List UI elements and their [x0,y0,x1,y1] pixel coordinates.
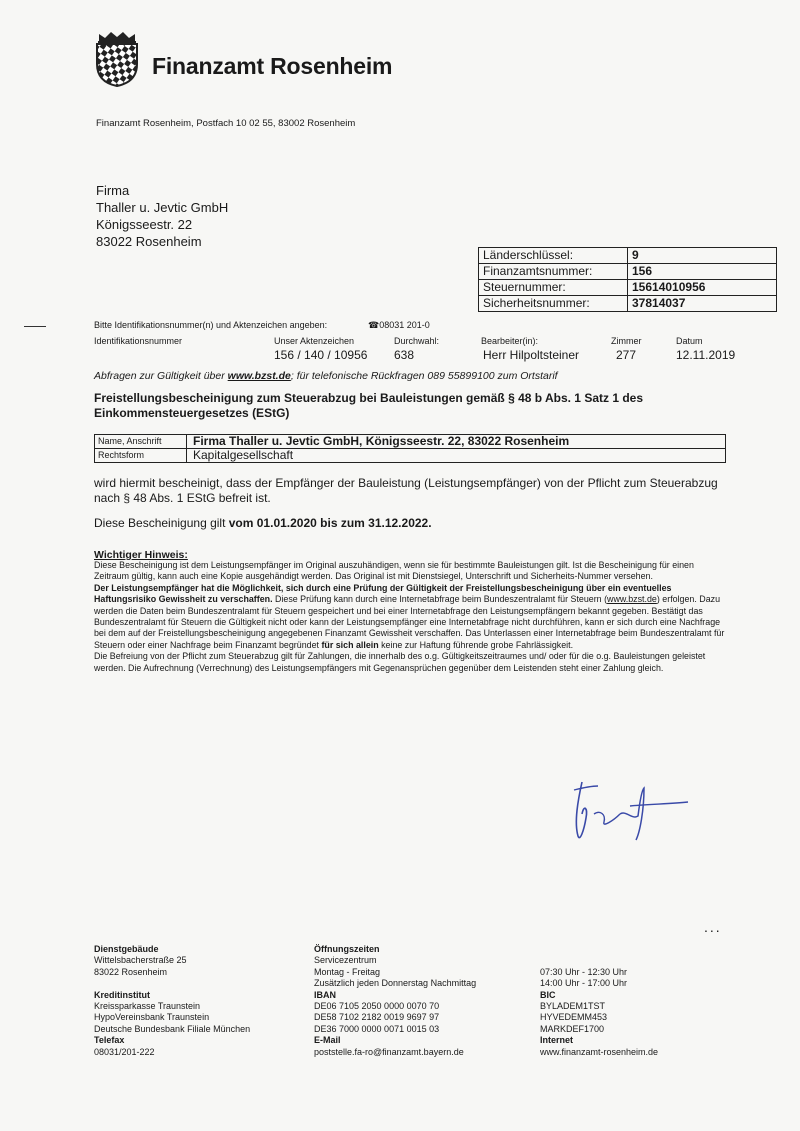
validity-period [94,516,432,530]
bavarian-crest-icon [93,30,141,88]
footer-hours-3: Zusätzlich jeden Donnerstag Nachmittag [314,978,477,989]
file-number: 156 / 140 / 10956 [274,348,368,362]
document-title: Freistellungsbescheinigung zum Steuerabzug bei Bauleistungen gemäß § 48 b Abs. 1 Satz 1 des Einkommensteuergesetzes (EStG) [94,391,644,420]
room-number: 277 [616,348,637,362]
fold-mark [24,326,46,327]
footer-bank-2: HypoVereinsbank Traunstein [94,1012,210,1023]
notice-paragraph-1: Diese Bescheinigung ist dem Leistungsempfänger im Original auszuhändigen, wenn sie für bestimmte Bauleistungen gilt. Ist die Bescheinigung für einen Zeitraum gültig, kann auch eine Kopie ausgehändigt werden. Das Original ist mit Dienstsiegel, Unterschrift und Sicherheits-Nummer versehen. [94,560,694,582]
table-row [95,449,726,463]
tax-id-label: Länderschlüssel: [479,248,628,264]
notice-paragraph-3: Die Befreiung von der Pflicht zum Steuerabzug gilt für Zahlungen, die innerhalb des o.g. Gültigkeitszeitraumes und/ oder für die o.g. Bauleistungen geleistet werden. Die Aufrechnung (Verrechnung) des Leistungsempfängers mit Gegenansprüchen gegenüber dem Leistenden steht einer Zahlung gleich. [94,651,706,673]
notice-heading: Wichtiger Hinweis: [94,549,188,561]
tax-id-label: Steuernummer: [479,280,628,296]
footer-time-2: 14:00 Uhr - 17:00 Uhr [540,978,628,989]
bzst-link[interactable]: www.bzst.de [227,370,291,382]
notice-paragraph-2 [94,583,730,651]
validity-query-pre: Abfragen zur Gültigkeit über [94,370,228,382]
footer-bic-1: BYLADEM1TST [540,1001,606,1012]
footer-column-times [540,944,658,1058]
extension-number: 638 [394,348,415,362]
header-file-number: Unser Aktenzeichen [274,336,355,346]
footer-column-hours [314,944,476,1058]
tax-id-label: Finanzamtsnummer: [479,264,628,280]
footer-iban-2: DE58 7102 2182 0019 9697 97 [314,1012,440,1023]
office-name: Finanzamt Rosenheim [152,53,393,79]
recipient-line-1: Firma [96,183,130,198]
footer-hours-1: Servicezentrum [314,955,377,966]
recipient-address [96,182,228,250]
validity-query-post: ; für telefonische Rückfragen 089 55899100 zum Ortstarif [290,370,558,382]
table-row [95,435,726,449]
tax-id-label: Sicherheitsnummer: [479,296,628,312]
phone-prefix: ☎08031 201-0 [368,320,430,330]
footer-building-heading: Dienstgebäude [94,944,159,954]
footer-bic-3: MARKDEF1700 [540,1023,605,1034]
notice-bold: Der Leistungsempfänger hat die Möglichkeit, sich durch eine Prüfung der Gültigkeit der Freistellungsbescheinigung über ein eventuelles Haftungsrisiko Gewissheit zu verschaffen. [94,582,672,605]
tax-id-value: 156 [628,264,777,280]
tax-id-value: 37814037 [628,296,777,312]
header-room: Zimmer [611,336,642,346]
table-row [479,264,777,280]
footer-iban-heading: IBAN [314,989,336,1000]
tax-id-value: 15614010956 [628,280,777,296]
company-form-label: Rechtsform [95,449,187,463]
letter-date: 12.11.2019 [676,348,736,362]
ellipsis-mark: ... [704,919,722,935]
notice-text-b: ) erfolgen. Dazu werden die Daten beim Bundeszentralamt für Steuern gespeichert und bei einer Internetabfrage den Leistungsempfängern bekannt gegeben. Bestätigt das Bundeszentralamt für Steuern die Gültigkeit nicht oder kann der Leistungsempfänger eine Internetabfrage nicht durchführen, kann er sich durch eine Nachfrage bei dem auf der Freistellungsbescheinigung angegebenen Finanzamt Gewissheit verschaffen. Das Unterlassen einer Internetabfrage beim Bundeszentralamt für Steuern oder einer Nachfrage beim Finanzamt begründet [94,594,725,650]
footer-hours-heading: Öffnungszeiten [314,944,380,954]
validity-query-line [94,370,558,382]
signature-image [560,770,700,860]
company-table [94,434,726,463]
recipient-line-2: Thaller u. Jevtic GmbH [96,200,229,215]
header-ident-number: Identifikationsnummer [94,336,183,346]
footer-bank-heading: Kreditinstitut [94,989,150,1000]
footer-bic-2: HYVEDEMM453 [540,1012,608,1023]
certification-text: wird hiermit bescheinigt, dass der Empfänger der Bauleistung (Leistungsempfänger) von der Pflicht zum Steuerabzug nach § 48 Abs. 1 EStG befreit ist. [94,476,718,505]
header-date: Datum [676,336,703,346]
footer-bic-heading: BIC [540,989,556,1000]
tax-id-value: 9 [628,248,777,264]
notice-text-a: Diese Prüfung kann durch eine Internetabfrage beim Bundeszentralamt für Steuern ( [272,594,608,605]
company-name-label: Name, Anschrift [95,435,187,449]
table-row [479,248,777,264]
notice-text [94,560,730,674]
clerk-name: Herr Hilpoltsteiner [483,348,580,362]
recipient-line-3: Königsseestr. 22 [96,217,193,232]
recipient-line-4: 83022 Rosenheim [96,234,202,249]
footer-web-heading: Internet [540,1035,574,1046]
footer-mail-address[interactable]: poststelle.fa-ro@finanzamt.bayern.de [314,1046,464,1057]
notice-bold-2: für sich allein [321,639,379,650]
footer-web-address[interactable]: www.finanzamt-rosenheim.de [540,1046,659,1057]
header-extension: Durchwahl: [394,336,440,346]
company-form-value: Kapitalgesellschaft [187,449,726,463]
footer-mail-heading: E-Mail [314,1035,341,1046]
notice-text-c: keine zur Haftung führende grobe Fahrlässigkeit. [378,639,574,650]
footer-bank-1: Kreissparkasse Traunstein [94,1001,201,1012]
footer-column-office [94,944,250,1058]
sender-address-line: Finanzamt Rosenheim, Postfach 10 02 55, 83002 Rosenheim [96,118,356,129]
table-row [479,296,777,312]
ident-prompt: Bitte Identifikationsnummer(n) und Aktenzeichen angeben: [94,320,328,330]
footer-building-street: Wittelsbacherstraße 25 [94,955,187,966]
table-row [479,280,777,296]
footer-iban-3: DE36 7000 0000 0071 0015 03 [314,1023,440,1034]
footer-bank-3: Deutsche Bundesbank Filiale München [94,1023,251,1034]
validity-period-pre: Diese Bescheinigung gilt [94,516,229,530]
tax-id-table [478,247,777,312]
company-name-value: Firma Thaller u. Jevtic GmbH, Königsseestr. 22, 83022 Rosenheim [187,435,726,449]
footer-fax-heading: Telefax [94,1035,125,1046]
validity-period-dates: vom 01.01.2020 bis zum 31.12.2022. [228,516,432,530]
notice-bzst-link[interactable]: www.bzst.de [607,594,657,605]
header-clerk: Bearbeiter(in): [481,336,539,346]
footer-iban-1: DE06 7105 2050 0000 0070 70 [314,1001,440,1012]
footer-building-city: 83022 Rosenheim [94,966,168,977]
footer-hours-2: Montag - Freitag [314,966,381,977]
footer-time-1: 07:30 Uhr - 12:30 Uhr [540,966,628,977]
footer-fax-number: 08031/201-222 [94,1046,155,1057]
